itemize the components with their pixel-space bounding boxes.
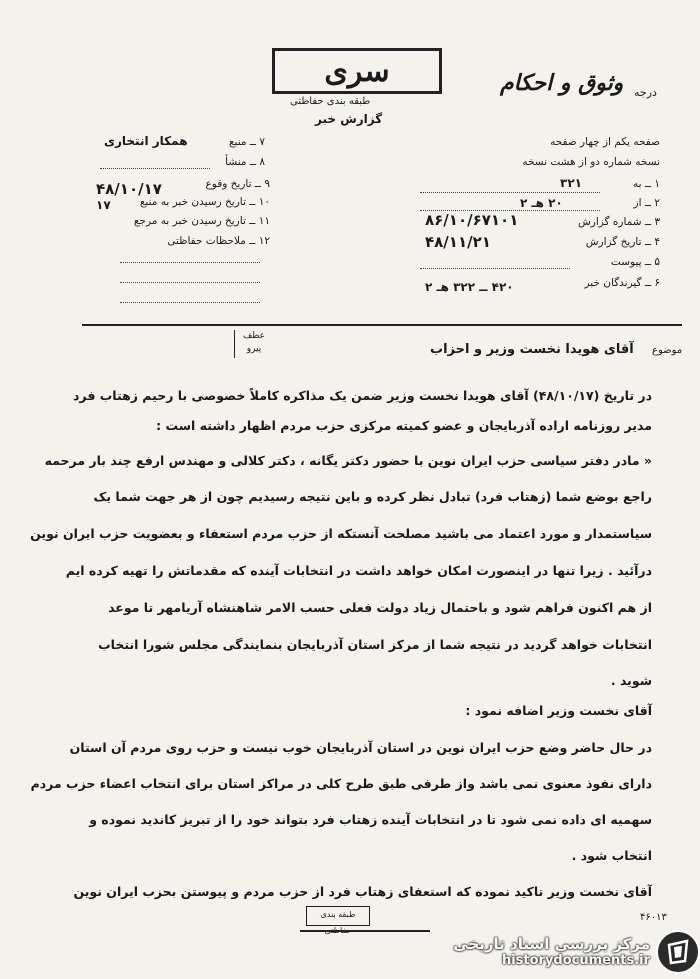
field-received-ref-label: ۱۱ ــ تاریخ رسیدن خبر به مرجع [133,215,270,227]
field-source-label: ۷ ــ منبع [228,136,265,148]
body-line: انتخابات خواهد گردید در نتیجه شما از مرکز استان آذربایجان بنمایندگی مجلس شورا انتخاب [98,637,652,652]
reference-label: عطف [242,331,266,341]
field-from-label: ۲ ــ از [633,197,660,209]
watermark-text [453,935,650,968]
body-line: مدیر روزنامه اراده آذربایجان و عضو کمیته مرکزی حزب مردم اظهار داشته است : [156,418,652,433]
body-line: در حال حاضر وضع حزب ایران نوین در استان آذربایجان خوب نیست و حزب روی مردم آن استان [69,740,652,755]
field-occurrence-label: ۹ ــ تاریخ وقوع [205,178,270,190]
field-recipients-value: ۴۲۰ ــ ۳۲۲ هـ ۲ [425,280,514,294]
field-origin-label: ۸ ــ منشأ [225,156,265,168]
field-page-label: صفحه یکم از چهار صفحه [550,136,660,148]
footer-classification-stamp: طبقه بندی حفاظتی [306,906,370,926]
classification-text: سری [324,53,390,89]
field-attachment-line [420,268,570,269]
report-title: گزارش خبر [315,112,383,126]
classification-caption: طبقه بندی حفاظتی [290,96,371,107]
body-line: درآئید . زیرا تنها در اینصورت امکان خواهد داشت در انتخابات آینده که مقدماتش را تهیه کرده ایم [65,563,652,578]
field-report-number-value: ۸۶/۱۰/۶۷۱۰۱ [425,211,519,229]
body-line: سیاستمدار و مورد اعتماد می باشید مصلحت آنستکه از حزب مردم استعفاء و بعضویت حزب ایران نوین [30,526,652,541]
body-line: در تاریخ (۴۸/۱۰/۱۷) آقای هویدا نخست وزیر ضمن یک مذاکره کاملاً خصوصی با رحیم زهتاب فرد [73,388,652,403]
field-received-source-label: ۱۰ ــ تاریخ رسیدن خبر به منبع [139,196,270,208]
field-origin-line [100,168,210,169]
notes-line-3 [120,302,260,303]
field-source-value: همکار انتخاری [104,134,188,148]
follow-up-label: پیرو [246,344,262,354]
body-line: « مادر دفتر سیاسی حزب ایران نوین با حضور دکتر یگانه ، دکتر کلالی و مهندس ارفع چند بار مرحمه [44,453,652,468]
body-line: انتخاب شود . [571,848,652,863]
watermark [418,924,700,979]
field-report-date-value: ۴۸/۱۱/۲۱ [425,233,491,251]
field-recipients-label: ۶ ــ گیرندگان خبر [584,277,660,289]
notes-line-1 [120,262,260,263]
footer-stamp-underline [300,930,430,932]
subject-value: آقای هویدا نخست وزیر و احزاب [430,342,634,357]
notes-line-2 [120,282,260,283]
grade-value: وثوق و احکام [500,70,624,96]
field-copy-label: نسخه شماره دو از هشت نسخه [522,156,660,168]
reference-box [234,330,273,358]
field-notes-label: ۱۲ ــ ملاحظات حفاظتی [167,235,270,247]
field-report-number-label: ۳ ــ شماره گزارش [577,216,660,228]
watermark-url: historydocuments.ir [501,953,650,968]
body-line: آقای نخست وزیر تاکید نموده که استعفای زهتاب فرد از حزب مردم و پیوستن بحزب ایران نوین [73,884,652,899]
field-from-value: ۲۰ هـ ۲ [520,196,563,210]
body-line: دارای نفوذ معنوی نمی باشد واز طرفی طبق طرح کلی در مراکز استان برای انتخاب اعضاء حزب مردم [30,776,652,791]
body-line: سهمیه ای داده نمی شود تا در انتخابات آینده زهتاب فرد بتواند خود را از تبریز کاندید نموده و [89,812,652,827]
field-received-source-value: ۱۷ [96,198,111,212]
watermark-logo-icon [656,930,700,974]
header-divider [82,324,682,326]
field-to-label: ۱ ــ به [632,178,660,190]
body-line: شوید . [610,673,652,688]
grade-label: درجه [634,86,657,99]
subject-label: موضوع [652,345,683,356]
field-attachment-label: ۵ ــ پیوست [610,256,660,268]
body-line: آقای نخست وزیر اضافه نمود : [465,703,652,718]
field-to-value: ۳۲۱ [560,176,582,190]
field-report-date-label: ۴ ــ تاریخ گزارش [585,236,660,248]
classification-stamp [272,48,442,94]
field-to-line [420,192,600,193]
page-number: ۴۶۰۱۳ [640,912,667,923]
watermark-title: مرکز بررسی اسناد تاریخی [453,935,650,953]
field-occurrence-value: ۴۸/۱۰/۱۷ [96,180,162,198]
body-line: از هم اکنون فراهم شود و باحتمال زیاد دولت فعلی حسب الامر شاهنشاه آریامهر تا موعد [108,600,652,615]
body-line: راجع بوضع شما (زهتاب فرد) تبادل نظر کرده و باین نتیجه رسیدیم چون از هر جهت شما یک [93,489,652,504]
